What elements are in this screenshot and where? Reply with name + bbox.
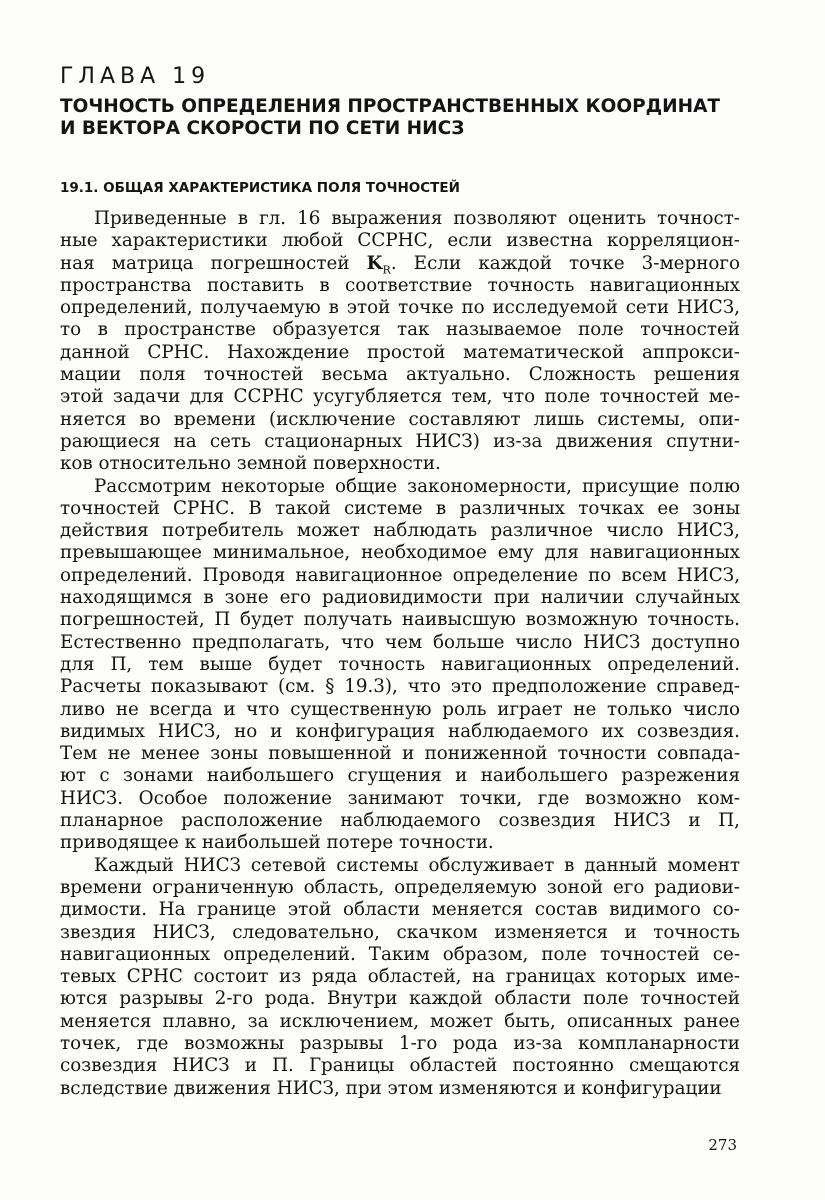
text-line: звездия НИСЗ, следовательно, скачком изменяется и точность [60, 921, 740, 943]
chapter-label: ГЛАВА 19 [60, 64, 211, 89]
text-line: приводящее к наибольшей потере точности. [60, 832, 494, 854]
text-line: ков относительно земной поверхности. [60, 453, 441, 475]
text-line: меняется плавно, за исключением, может быть, описанных ранее [60, 1010, 740, 1032]
text-line: ливо не всегда и что существенную роль играет не только число [60, 698, 740, 720]
text-line: точностей СРНС. В такой системе в различных точках ее зоны [60, 497, 740, 519]
text-line: находящимся в зоне его радиовидимости при наличии случайных [60, 587, 740, 609]
chapter-title-line: ТОЧНОСТЬ ОПРЕДЕЛЕНИЯ ПРОСТРАНСТВЕННЫХ КООРДИНАТ [60, 96, 721, 117]
text-line: пространства поставить в соответствие точность навигационных [60, 274, 740, 296]
text-line: НИСЗ. Особое положение занимают точки, где возможно ком- [60, 787, 740, 809]
text-line: определений, получаемую в этой точке по исследуемой сети НИСЗ, [60, 297, 740, 319]
chapter-title-line: И ВЕКТОРА СКОРОСТИ ПО СЕТИ НИСЗ [60, 118, 465, 139]
text-line: созвездия НИСЗ и П. Границы областей постоянно смещаются [60, 1055, 740, 1077]
text-line: времени ограниченную область, определяемую зоной его радиови- [60, 876, 740, 898]
text-line: рающиеся на сеть стационарных НИСЗ) из-за движения спутни- [60, 430, 740, 452]
paragraph [60, 855, 740, 1100]
text-line: Каждый НИСЗ сетевой системы обслуживает в данный момент [94, 854, 740, 876]
text-line: Тем не менее зоны повышенной и пониженной точности совпада- [60, 743, 740, 765]
text-line: димости. На границе этой области меняется состав видимого со- [60, 899, 740, 921]
text-line: действия потребитель может наблюдать различное число НИСЗ, [60, 520, 740, 542]
text-line: Рассмотрим некоторые общие закономерности, присущие полю [94, 475, 740, 497]
text-line: тевых СРНС состоит из ряда областей, на границах которых име- [60, 966, 740, 988]
chapter-title [60, 96, 760, 140]
text-line: погрешностей, П будет получать наивысшую возможную точность. [60, 609, 740, 631]
text-line: вследствие движения НИСЗ, при этом изменяются и конфигурации [60, 1077, 722, 1099]
text-line: определений. Проводя навигационное определение по всем НИСЗ, [60, 564, 740, 586]
page-number: 273 [708, 1136, 737, 1154]
text-line: ная матрица погрешностей $K_R$. Если каждой точке 3-мерного [60, 252, 740, 277]
text-line: ные характеристики любой ССРНС, если известна корреляцион- [60, 230, 740, 252]
text-line: няется во времени (исключение составляют лишь системы, опи- [60, 408, 740, 430]
text-line: планарное расположение наблюдаемого созвездия НИСЗ и П, [60, 810, 740, 832]
text-line: навигационных определений. Таким образом, поле точностей се- [60, 943, 740, 965]
text-line: ют с зонами наибольшего сгущения и наибольшего разрежения [60, 765, 740, 787]
text-line: Естественно предполагать, что чем больше число НИСЗ доступно [60, 631, 740, 653]
paragraph [60, 476, 740, 855]
text-line: ются разрывы 2-го рода. Внутри каждой области поле точностей [60, 988, 740, 1010]
text-line: этой задачи для ССРНС усугубляется тем, что поле точностей ме- [60, 386, 740, 408]
text-line: то в пространстве образуется так называемое поле точностей [60, 319, 740, 341]
section-heading: 19.1. ОБЩАЯ ХАРАКТЕРИСТИКА ПОЛЯ ТОЧНОСТЕЙ [60, 180, 460, 196]
text-line: Приведенные в гл. 16 выражения позволяют оценить точност- [94, 208, 740, 229]
text-line: для П, тем выше будет точность навигационных определений. [60, 653, 740, 675]
paragraph [60, 208, 740, 476]
text-line: данной СРНС. Нахождение простой математической аппрокси- [60, 341, 740, 363]
text-line: превышающее минимальное, необходимое ему для навигационных [60, 542, 740, 564]
text-line: Расчеты показывают (см. § 19.3), что это предположение справед- [60, 676, 740, 698]
text-line: видимых НИСЗ, но и конфигурация наблюдаемого их созвездия. [60, 720, 740, 742]
text-line: точек, где возможны разрывы 1-го рода из-за компланарности [60, 1032, 740, 1054]
text-line: мации поля точностей весьма актуально. Сложность решения [60, 364, 740, 386]
body-text [60, 208, 740, 1100]
